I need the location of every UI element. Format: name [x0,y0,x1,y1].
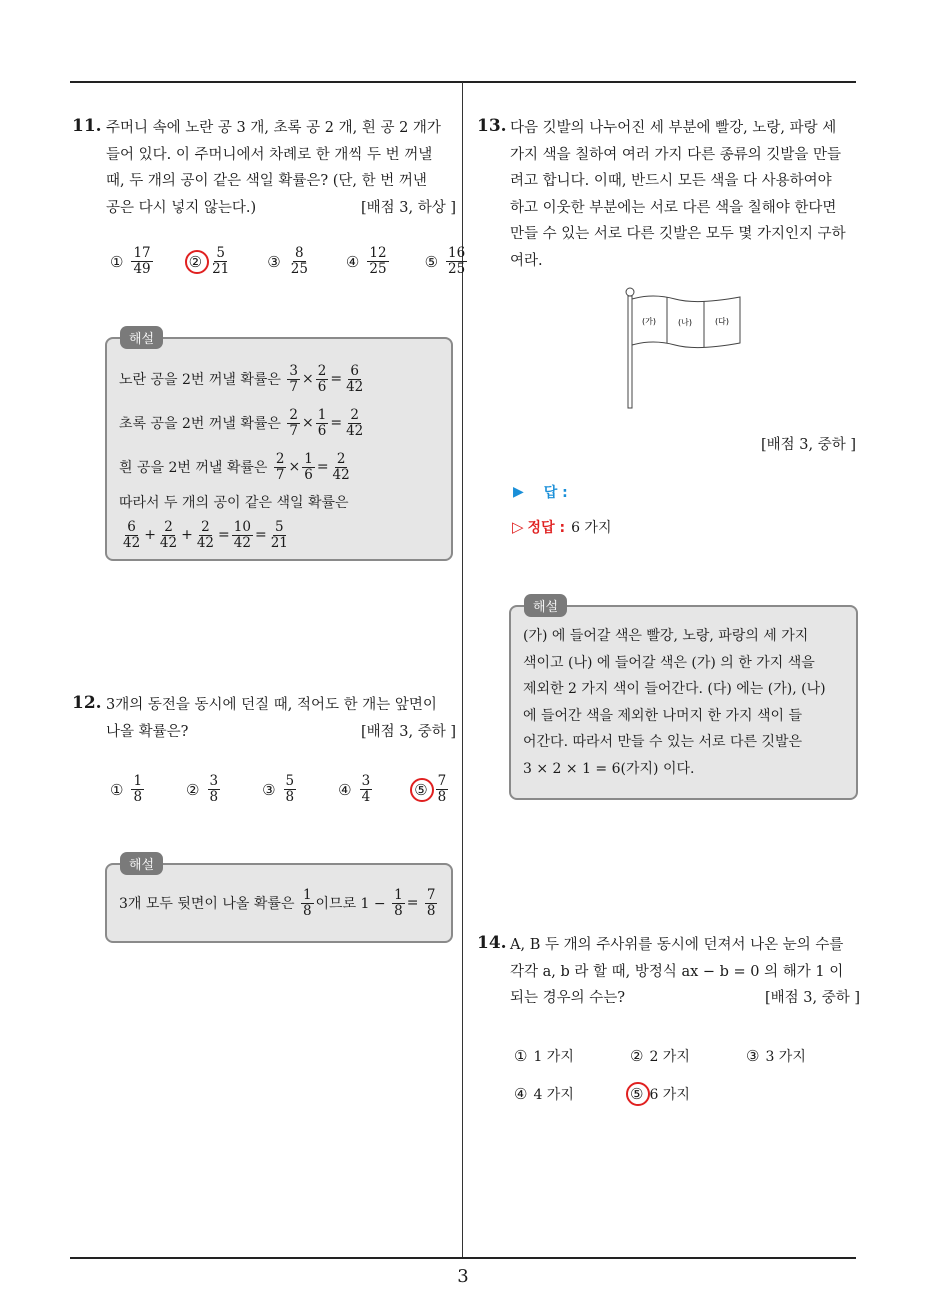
answer-marker-icon: ▶ [513,484,524,500]
page-number: 3 [457,1266,469,1287]
solution-tag: 해설 [120,852,163,875]
correct-label: 정답 : [527,520,566,536]
choice-5[interactable]: ⑤ 6 가지 [630,1084,746,1104]
bottom-rule [70,1257,856,1259]
question-13-score: [배점 3, 중하 ] [760,437,856,453]
choice-4[interactable]: ④ 4 가지 [514,1085,574,1103]
question-14-text: A, B 두 개의 주사위를 동시에 던져서 나온 눈의 수를 각각 a, b 라 할 때, 방정식 ax − b = 0 의 해가 1 이 되는 경우의 수는? [배점 3, 중하 ] [510,932,860,1012]
question-14-choices-row-2 [514,1084,746,1104]
question-13-number: 13. [477,116,507,136]
answer-row [513,482,568,502]
question-12-number: 12. [72,693,102,713]
flag-section-label: (나) [678,318,692,327]
question-11-number: 11. [72,116,102,136]
answer-label: 답 : [543,485,568,501]
choice-5[interactable]: ⑤ $\frac{16}{25}$ [424,245,466,277]
choice-2[interactable]: ② $\frac{3}{8}$ [186,773,219,805]
flag-section-label: (다) [715,317,729,326]
choice-2[interactable]: ② $\frac{5}{21}$ [189,246,234,277]
correct-value: 6 가지 [571,520,612,536]
choice-1[interactable]: ① $\frac{1}{8}$ [110,773,143,805]
question-11-choices [110,246,503,277]
choice-3[interactable]: ③ 3 가지 [746,1047,806,1065]
selected-answer-circle [410,778,434,802]
choice-1[interactable]: ① $\frac{17}{49}$ [110,245,151,277]
solution-tag: 해설 [120,326,163,349]
question-12-text: 3개의 동전을 동시에 던질 때, 적어도 한 개는 앞면이 나올 확률은? [배점 3, 중하 ] [106,692,456,745]
question-11-text: 주머니 속에 노란 공 3 개, 초록 공 2 개, 흰 공 2 개가 들어 있다. 이 주머니에서 차례로 한 개씩 두 번 꺼낼 때, 두 개의 공이 같은 색일 확률은? (단, 한 번 꺼낸 공은 다시 넣지 않는다.) [배점 3, 하상 ] [106,115,456,221]
choice-3[interactable]: ③ $\frac{8}{25}$ [267,245,308,277]
choice-1[interactable]: ① 1 가지 [514,1047,574,1065]
solution-tag: 해설 [524,594,567,617]
question-11-solution-box: 노란 공을 2번 꺼낼 확률은 $\frac{3}{7}$ × $\frac{2}{6}$ = $\frac{6}{42}$ 초록 공을 2번 꺼낼 확률은 $\frac{2}{7}$ × $\frac{1}{6}$ = $\frac{2}{42}$ 흰 공을 2번 꺼낼 확률은 $\frac{2}{7}$ × $\frac{1}{6}$ = $\frac{2}{42}$ 따라서 두 개의 공이 같은 색일 확률은 $\frac{6}{42}$ + $\frac{2}{42}$ + $\frac{2}{42}$ = $\frac{10}{42}$ = $\frac{5}{21}$ [105,337,453,561]
choice-4[interactable]: ④ $\frac{3}{4}$ [338,773,371,805]
flag-figure [620,285,746,411]
question-12-score: [배점 3, 중하 ] [360,723,456,740]
correct-answer-row [512,517,611,537]
question-12-choices [110,774,484,805]
choice-4[interactable]: ④ $\frac{12}{25}$ [345,245,387,277]
question-12-solution-box: 3개 모두 뒷면이 나올 확률은 $\frac{1}{8}$ 이므로 1 − $\frac{1}{8}$ = $\frac{7}{8}$ [105,863,453,943]
correct-marker-icon: ▷ [512,518,524,536]
choice-5[interactable]: ⑤ $\frac{7}{8}$ [414,774,450,805]
choice-3[interactable]: ③ $\frac{5}{8}$ [262,773,295,805]
question-13-solution-box: (가) 에 들어갈 색은 빨강, 노랑, 파랑의 세 가지 색이고 (나) 에 들어갈 색은 (가) 의 한 가지 색을 제외한 2 가지 색이 들어간다. (다) 에는 (가), (나) 에 들어간 색을 제외한 나머지 한 가지 색이 들 어간다. 따라서 만들 수 있는 서로 다른 깃발은 3 × 2 × 1 = 6(가지) 이다. [509,605,858,800]
flag-section-label: (가) [642,317,656,326]
top-rule [70,81,856,83]
question-14-choices-row-1 [514,1046,862,1066]
question-11-score: [배점 3, 하상 ] [360,199,456,216]
selected-answer-circle [185,250,209,274]
question-14-number: 14. [477,933,507,953]
question-14-score: [배점 3, 중하 ] [764,990,860,1006]
choice-2[interactable]: ② 2 가지 [630,1047,690,1065]
question-13-text: 다음 깃발의 나누어진 세 부분에 빨강, 노랑, 파랑 세 가지 색을 칠하여 여러 가지 다른 종류의 깃발을 만들 려고 합니다. 이때, 반드시 모든 색을 다 사용하여야 하고 이웃한 부분에는 서로 다른 색을 칠해야 한다면 만들 수 있는 서로 다른 깃발은 모두 몇 가지인지 구하 여라. [510,120,846,269]
selected-answer-circle [626,1082,650,1106]
